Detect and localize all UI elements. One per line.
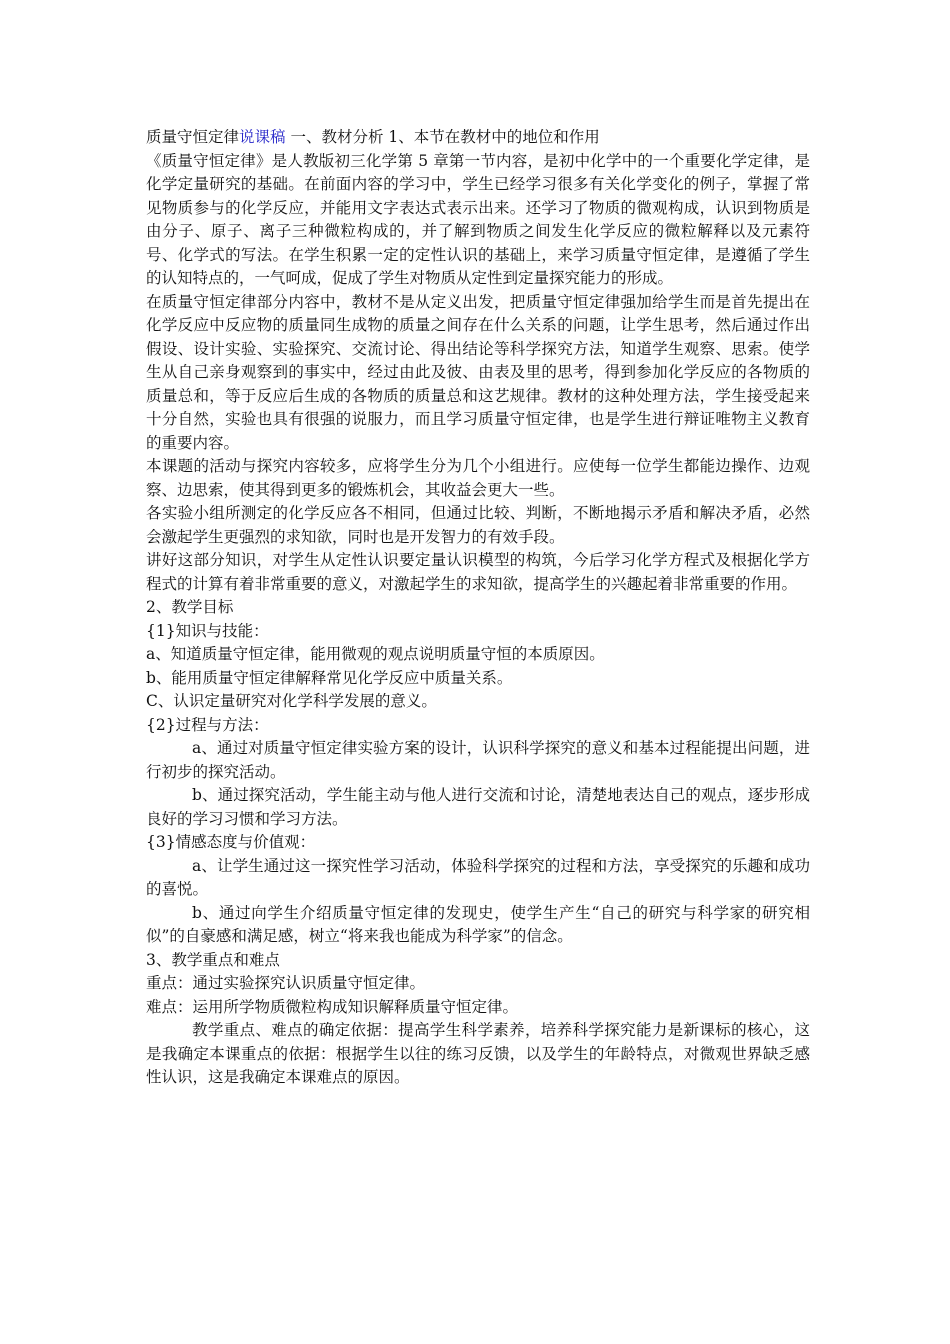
emotion-item-b: b、通过向学生介绍质量守恒定律的发现史，使学生产生“自己的研究与科学家的研究相似”的自豪感和满足感，树立“将来我也能成为科学家”的信念。 bbox=[146, 903, 810, 945]
knowledge-item-b: b、能用质量守恒定律解释常见化学反应中质量关系。 bbox=[146, 668, 513, 687]
section-title-keypoints: 3、教学重点和难点 bbox=[146, 950, 280, 969]
knowledge-title: {1}知识与技能： bbox=[146, 621, 269, 640]
section-title-goals: 2、教学目标 bbox=[146, 598, 234, 616]
document-body bbox=[146, 126, 810, 1090]
emotion-title: {3}情感态度与价值观： bbox=[146, 833, 316, 851]
paragraph-content-approach: 在质量守恒定律部分内容中，教材不是从定义出发，把质量守恒定律强加给学生而是首先提出在化学反应中反应物的质量同生成物的质量之间存在什么关系的问题，让学生思考，然后通过作出假设、设计实验、实验探究、交流讨论、得出结论等科学探究方法，知道学生观察、思索。使学生从自己亲身观察到的事实中，经过由此及彼、由表及里的思考，得到参加化学反应的各物质的质量总和，等于反应后生成的各物质的质量总和这艺规律。教材的这种处理方法，学生接受起来十分自然，实验也具有很强的说服力，而且学习质量守恒定律，也是学生进行辩证唯物主义教育的重要内容。 bbox=[146, 292, 810, 452]
process-title: {2}过程与方法： bbox=[146, 715, 269, 734]
heading-prefix: 质量守恒定律 bbox=[146, 128, 240, 146]
paragraph-experiment-groups: 各实验小组所测定的化学反应各不相同，但通过比较、判断，不断地揭示矛盾和解决矛盾，必然会激起学生更强烈的求知欲，同时也是开发智力的有效手段。 bbox=[146, 504, 810, 546]
knowledge-item-a: a、知道质量守恒定律，能用微观的观点说明质量守恒的本质原因。 bbox=[146, 645, 605, 663]
basis-paragraph: 教学重点、难点的确定依据：提高学生科学素养，培养科学探究能力是新课标的核心，这是我确定本课重点的依据：根据学生以往的练习反馈，以及学生的年龄特点，对微观世界缺乏感性认识，这是我确定本课难点的原因。 bbox=[146, 1021, 810, 1086]
paragraph-group-activity: 本课题的活动与探究内容较多，应将学生分为几个小组进行。应使每一位学生都能边操作、边观察、边思索，使其得到更多的锻炼机会，其收益会更大一些。 bbox=[146, 457, 810, 499]
process-item-a: a、通过对质量守恒定律实验方案的设计，认识科学探究的意义和基本过程能提出问题，进行初步的探究活动。 bbox=[146, 739, 810, 781]
knowledge-item-c: C、认识定量研究对化学科学发展的意义。 bbox=[146, 692, 437, 710]
emotion-item-a: a、让学生通过这一探究性学习活动，体验科学探究的过程和方法，享受探究的乐趣和成功的喜悦。 bbox=[146, 856, 810, 898]
doc-heading bbox=[146, 126, 810, 150]
paragraph-position: 《质量守恒定律》是人教版初三化学第 5 章第一节内容，是初中化学中的一个重要化学定律，是化学定量研究的基础。在前面内容的学习中，学生已经学习很多有关化学变化的例子，掌握了常见物质参与的化学反应，并能用文字表达式表示出来。还学习了物质的微观构成，认识到物质是由分子、原子、离子三种微粒构成的，并了解到物质之间发生化学反应的微粒解释以及元素符号、化学式的写法。在学生积累一定的定性认识的基础上，来学习质量守恒定律，是遵循了学生的认知特点的，一气呵成，促成了学生对物质从定性到定量探究能力的形成。 bbox=[146, 151, 810, 287]
difficulty-point: 难点：运用所学物质微粒构成知识解释质量守恒定律。 bbox=[146, 997, 519, 1016]
key-point: 重点：通过实验探究认识质量守恒定律。 bbox=[146, 974, 426, 992]
heading-link[interactable]: 说课稿 bbox=[239, 128, 286, 146]
process-item-b: b、通过探究活动，学生能主动与他人进行交流和讨论，清楚地表达自己的观点，逐步形成良好的学习习惯和学习方法。 bbox=[146, 786, 810, 828]
paragraph-importance: 讲好这部分知识，对学生从定性认识要定量认识模型的构筑，今后学习化学方程式及根据化学方程式的计算有着非常重要的意义，对激起学生的求知欲，提高学生的兴趣起着非常重要的作用。 bbox=[146, 551, 810, 593]
heading-rest: 一、教材分析 1、本节在教材中的地位和作用 bbox=[285, 128, 600, 146]
